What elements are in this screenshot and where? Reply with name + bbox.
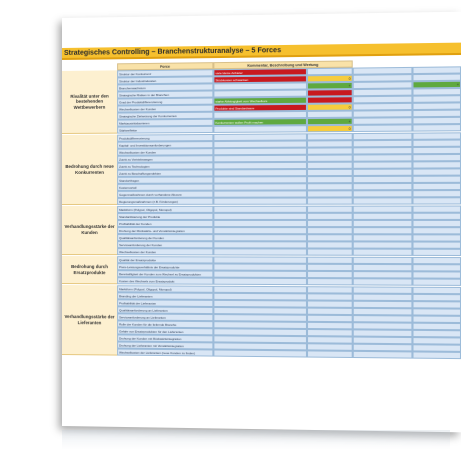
rating-cell-2[interactable]: +: [412, 81, 461, 89]
comment-cell-2[interactable]: [353, 351, 413, 359]
force-cell: Struktur der Konkurrenz: [117, 69, 213, 77]
comment-cell[interactable]: Konkurrenten wollen Profit machen: [213, 118, 307, 126]
force-cell: Drohung der Kunden mit Rückwärtsintegration: [117, 334, 213, 342]
rating-cell[interactable]: [307, 248, 353, 255]
force-group: [62, 285, 461, 359]
rating-cell[interactable]: 0: [307, 103, 353, 111]
comment-cell[interactable]: starke Abhängigkeit vom Wechselkurs: [213, 97, 307, 105]
rating-cell-2[interactable]: [412, 351, 461, 359]
force-cell: Profitabilität der Lieferanten: [117, 299, 213, 307]
comment-cell[interactable]: [213, 213, 307, 220]
rating-cell-2[interactable]: [412, 190, 461, 197]
rating-cell[interactable]: 0: [307, 75, 353, 83]
force-cell: Regierungsmaßnahmen (z.B. Förderungen): [117, 198, 213, 205]
comment-cell[interactable]: Stückkosten schwanken: [213, 75, 307, 83]
table-row: [117, 197, 461, 205]
force-cell: Rolle der Kunden für die liefernde Branche: [117, 320, 213, 328]
force-cell: Marktform (Polypol, Oligopol, Monopol): [117, 206, 213, 213]
force-cell: Strategische Zielsetzung der Konkurrenten: [117, 112, 213, 120]
rating-cell[interactable]: +: [307, 118, 353, 125]
table-row: [117, 248, 461, 256]
spreadsheet-page: [62, 12, 461, 433]
force-cell: Gefahr von Ersatzprodukten für den Lieferanten: [117, 327, 213, 335]
rating-cell[interactable]: [307, 190, 353, 197]
comment-cell[interactable]: [213, 278, 307, 286]
comment-cell[interactable]: Produkte sind Standardware: [213, 104, 307, 112]
comment-cell[interactable]: [213, 248, 307, 255]
force-cell: Qualitätsanforderung an Lieferanten: [117, 306, 213, 314]
force-cell: Produktdifferenzierung: [117, 134, 213, 142]
force-group-label: Verhandlungsstärke der Kunden: [62, 206, 117, 255]
rating-cell[interactable]: 0: [307, 125, 353, 132]
rating-cell[interactable]: [307, 350, 353, 358]
force-group: [62, 256, 461, 286]
rating-cell[interactable]: [307, 213, 353, 220]
force-cell: Drohung der Rückwärts- und Vorwärtsintegration: [117, 227, 213, 234]
comment-cell-2[interactable]: [353, 213, 413, 220]
rating-cell-2[interactable]: [412, 197, 461, 204]
force-cell: Serviceanforderung der Kunden: [117, 241, 213, 248]
comment-cell[interactable]: [213, 206, 307, 213]
force-group: [62, 66, 461, 134]
page-reflection: [62, 430, 450, 450]
rating-cell-2[interactable]: [412, 242, 461, 249]
force-cell: Gegenmaßnahmen durch vorhandene Akteure: [117, 191, 213, 198]
comment-cell[interactable]: [213, 198, 307, 205]
force-group-label: Verhandlungsstärke der Lieferanten: [62, 285, 117, 356]
force-cell: Wechselkosten der Lieferanten (neue Kunden zu finden): [117, 349, 213, 357]
comment-cell-2[interactable]: [353, 220, 413, 227]
rating-cell[interactable]: [307, 241, 353, 248]
force-cell: Branchenwachstum: [117, 83, 213, 91]
force-cell: Grad der Produktdifferenzierung: [117, 98, 213, 106]
comment-cell-2[interactable]: [353, 124, 413, 132]
rating-cell[interactable]: [307, 197, 353, 204]
force-cell: Kostenvorteil: [117, 184, 213, 191]
comment-cell[interactable]: [213, 125, 307, 133]
force-cell: Strategische Risiken in der Branchen: [117, 90, 213, 98]
force-cell: Struktur der Industriekosten: [117, 76, 213, 84]
rating-cell-2[interactable]: [412, 220, 461, 227]
rating-cell-2[interactable]: [412, 206, 461, 213]
comment-cell-2[interactable]: [353, 249, 413, 256]
comment-cell-2[interactable]: [353, 206, 413, 213]
comment-cell[interactable]: [213, 349, 307, 357]
rating-cell-2[interactable]: [412, 183, 461, 190]
table-row: [117, 213, 461, 220]
rating-cell-2[interactable]: [412, 234, 461, 241]
comment-cell[interactable]: [213, 227, 307, 234]
rating-cell-2[interactable]: [412, 278, 461, 285]
rating-cell[interactable]: +: [307, 82, 353, 90]
force-cell: Preis-Leistungsverhältnis der Ersatzprodukte: [117, 263, 213, 270]
comment-cell[interactable]: viele kleine Anbieter: [213, 68, 307, 76]
force-cell: Zutritt zu Technologien: [117, 162, 213, 169]
rating-cell[interactable]: [307, 227, 353, 234]
force-cell: Zutritt zu Vertriebswegen: [117, 155, 213, 163]
comment-cell-2[interactable]: [353, 234, 413, 241]
force-cell: Zutritt zu Beschaffungsmärkten: [117, 169, 213, 176]
force-cell: Kosten des Wechsels zum Ersatzprodukt: [117, 277, 213, 284]
page-title: Strategisches Controlling – Branchenstrukturanalyse – 5 Forces: [62, 43, 461, 60]
force-cell: Marktaustrittsbarrieren: [117, 119, 213, 127]
force-cell: Serviceanforderung an Lieferanten: [117, 313, 213, 321]
force-cell: Branding der Lieferanten: [117, 292, 213, 300]
force-cell: Wechselkosten der Kunden: [117, 105, 213, 113]
rating-cell-2[interactable]: [412, 124, 461, 132]
force-cell: Marktform (Polypol, Oligopol, Monopol): [117, 285, 213, 293]
force-cell: Wechselkosten der Kunden: [117, 148, 213, 156]
rating-cell-2[interactable]: [412, 227, 461, 234]
force-group-label: Bedrohung durch Ersatzprodukte: [62, 256, 117, 284]
force-cell: Standardisierung der Produkte: [117, 213, 213, 220]
force-cell: Standortfragen: [117, 176, 213, 183]
comment-cell-2[interactable]: [353, 227, 413, 234]
comment-cell-2[interactable]: [353, 197, 413, 204]
comment-cell-2[interactable]: [353, 190, 413, 197]
force-group-label: Bedrohung durch neue Konkurrenten: [62, 135, 117, 205]
column-header-force: Force: [117, 62, 213, 70]
force-cell: Stärkeeffekte: [117, 126, 213, 134]
force-cell: Profitabilität der Kunden: [117, 220, 213, 227]
rating-cell[interactable]: [307, 206, 353, 213]
force-cell: Qualitätsanforderung der Kunden: [117, 234, 213, 241]
force-group-label: Rivalität unter den bestehenden Wettbewerbern: [62, 70, 117, 134]
column-header-comment: Kommentar, Beschreibung und Wertung: [213, 60, 352, 69]
force-group: [62, 132, 461, 205]
force-cell: Kapital- und Investitionsanforderungen: [117, 141, 213, 149]
rating-cell[interactable]: [307, 183, 353, 190]
rating-cell[interactable]: [307, 278, 353, 285]
force-cell: Qualität der Ersatzprodukte: [117, 256, 213, 263]
rating-cell-2[interactable]: [412, 249, 461, 256]
comment-cell-2[interactable]: [353, 278, 413, 285]
rating-cell[interactable]: [307, 234, 353, 241]
comment-cell[interactable]: [213, 220, 307, 227]
rating-cell-2[interactable]: [412, 213, 461, 220]
force-cell: Drohung der Lieferanten mit Vorwärtsintegration: [117, 342, 213, 350]
force-group: [62, 206, 461, 257]
force-cell: Wechselkosten der Kunden: [117, 248, 213, 255]
rating-cell[interactable]: [307, 220, 353, 227]
force-cell: Bereitwilligkeit der Kunden zum Wechsel zu Ersatzprodukten: [117, 270, 213, 277]
